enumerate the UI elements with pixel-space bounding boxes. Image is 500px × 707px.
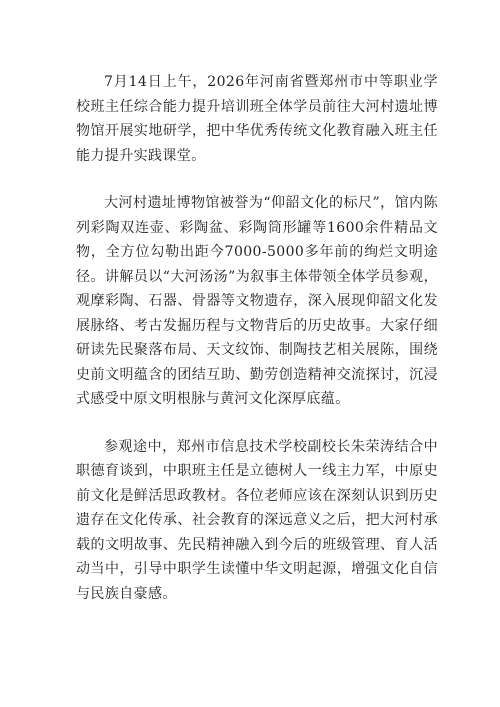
paragraph-intro: 7月14日上午，2026年河南省暨郑州市中等职业学校班主任综合能力提升培训班全体学员前往大河村遗址博物馆开展实地研学，把中华优秀传统文化教育融入班主任能力提升实践课堂。 <box>76 74 438 164</box>
article-body <box>76 70 438 606</box>
paragraph-remarks: 参观途中，郑州市信息技术学校副校长朱荣涛结合中职德育谈到，中职班主任是立德树人一线主力军，中原史前文化是鲜活思政教材。各位老师应该在深刻认识到历史遗存在文化传承、社会教育的深远意义之后，把大河村承载的文明故事、先民精神融入到今后的班级管理、育人活动当中，引导中职学生读懂中华文明起源，增强文化自信与民族自豪感。 <box>76 438 438 602</box>
paragraph-museum: 大河村遗址博物馆被誉为“仰韶文化的标尺”，馆内陈列彩陶双连壶、彩陶盆、彩陶筒形罐等1600余件精品文物，全方位勾勒出距今7000-5000多年前的绚烂文明途径。讲解员以“大河汤汤”为叙事主体带领全体学员参观，观摩彩陶、石器、骨器等文物遗存，深入展现仰韶文化发展脉络、考古发掘历程与文物背后的历史故事。大家仔细研读先民聚落布局、天文纹饰、制陶技艺相关展陈，围绕史前文明蕴含的团结互助、勤劳创造精神交流探讨，沉浸式感受中原文明根脉与黄河文化深厚底蕴。 <box>76 195 438 407</box>
